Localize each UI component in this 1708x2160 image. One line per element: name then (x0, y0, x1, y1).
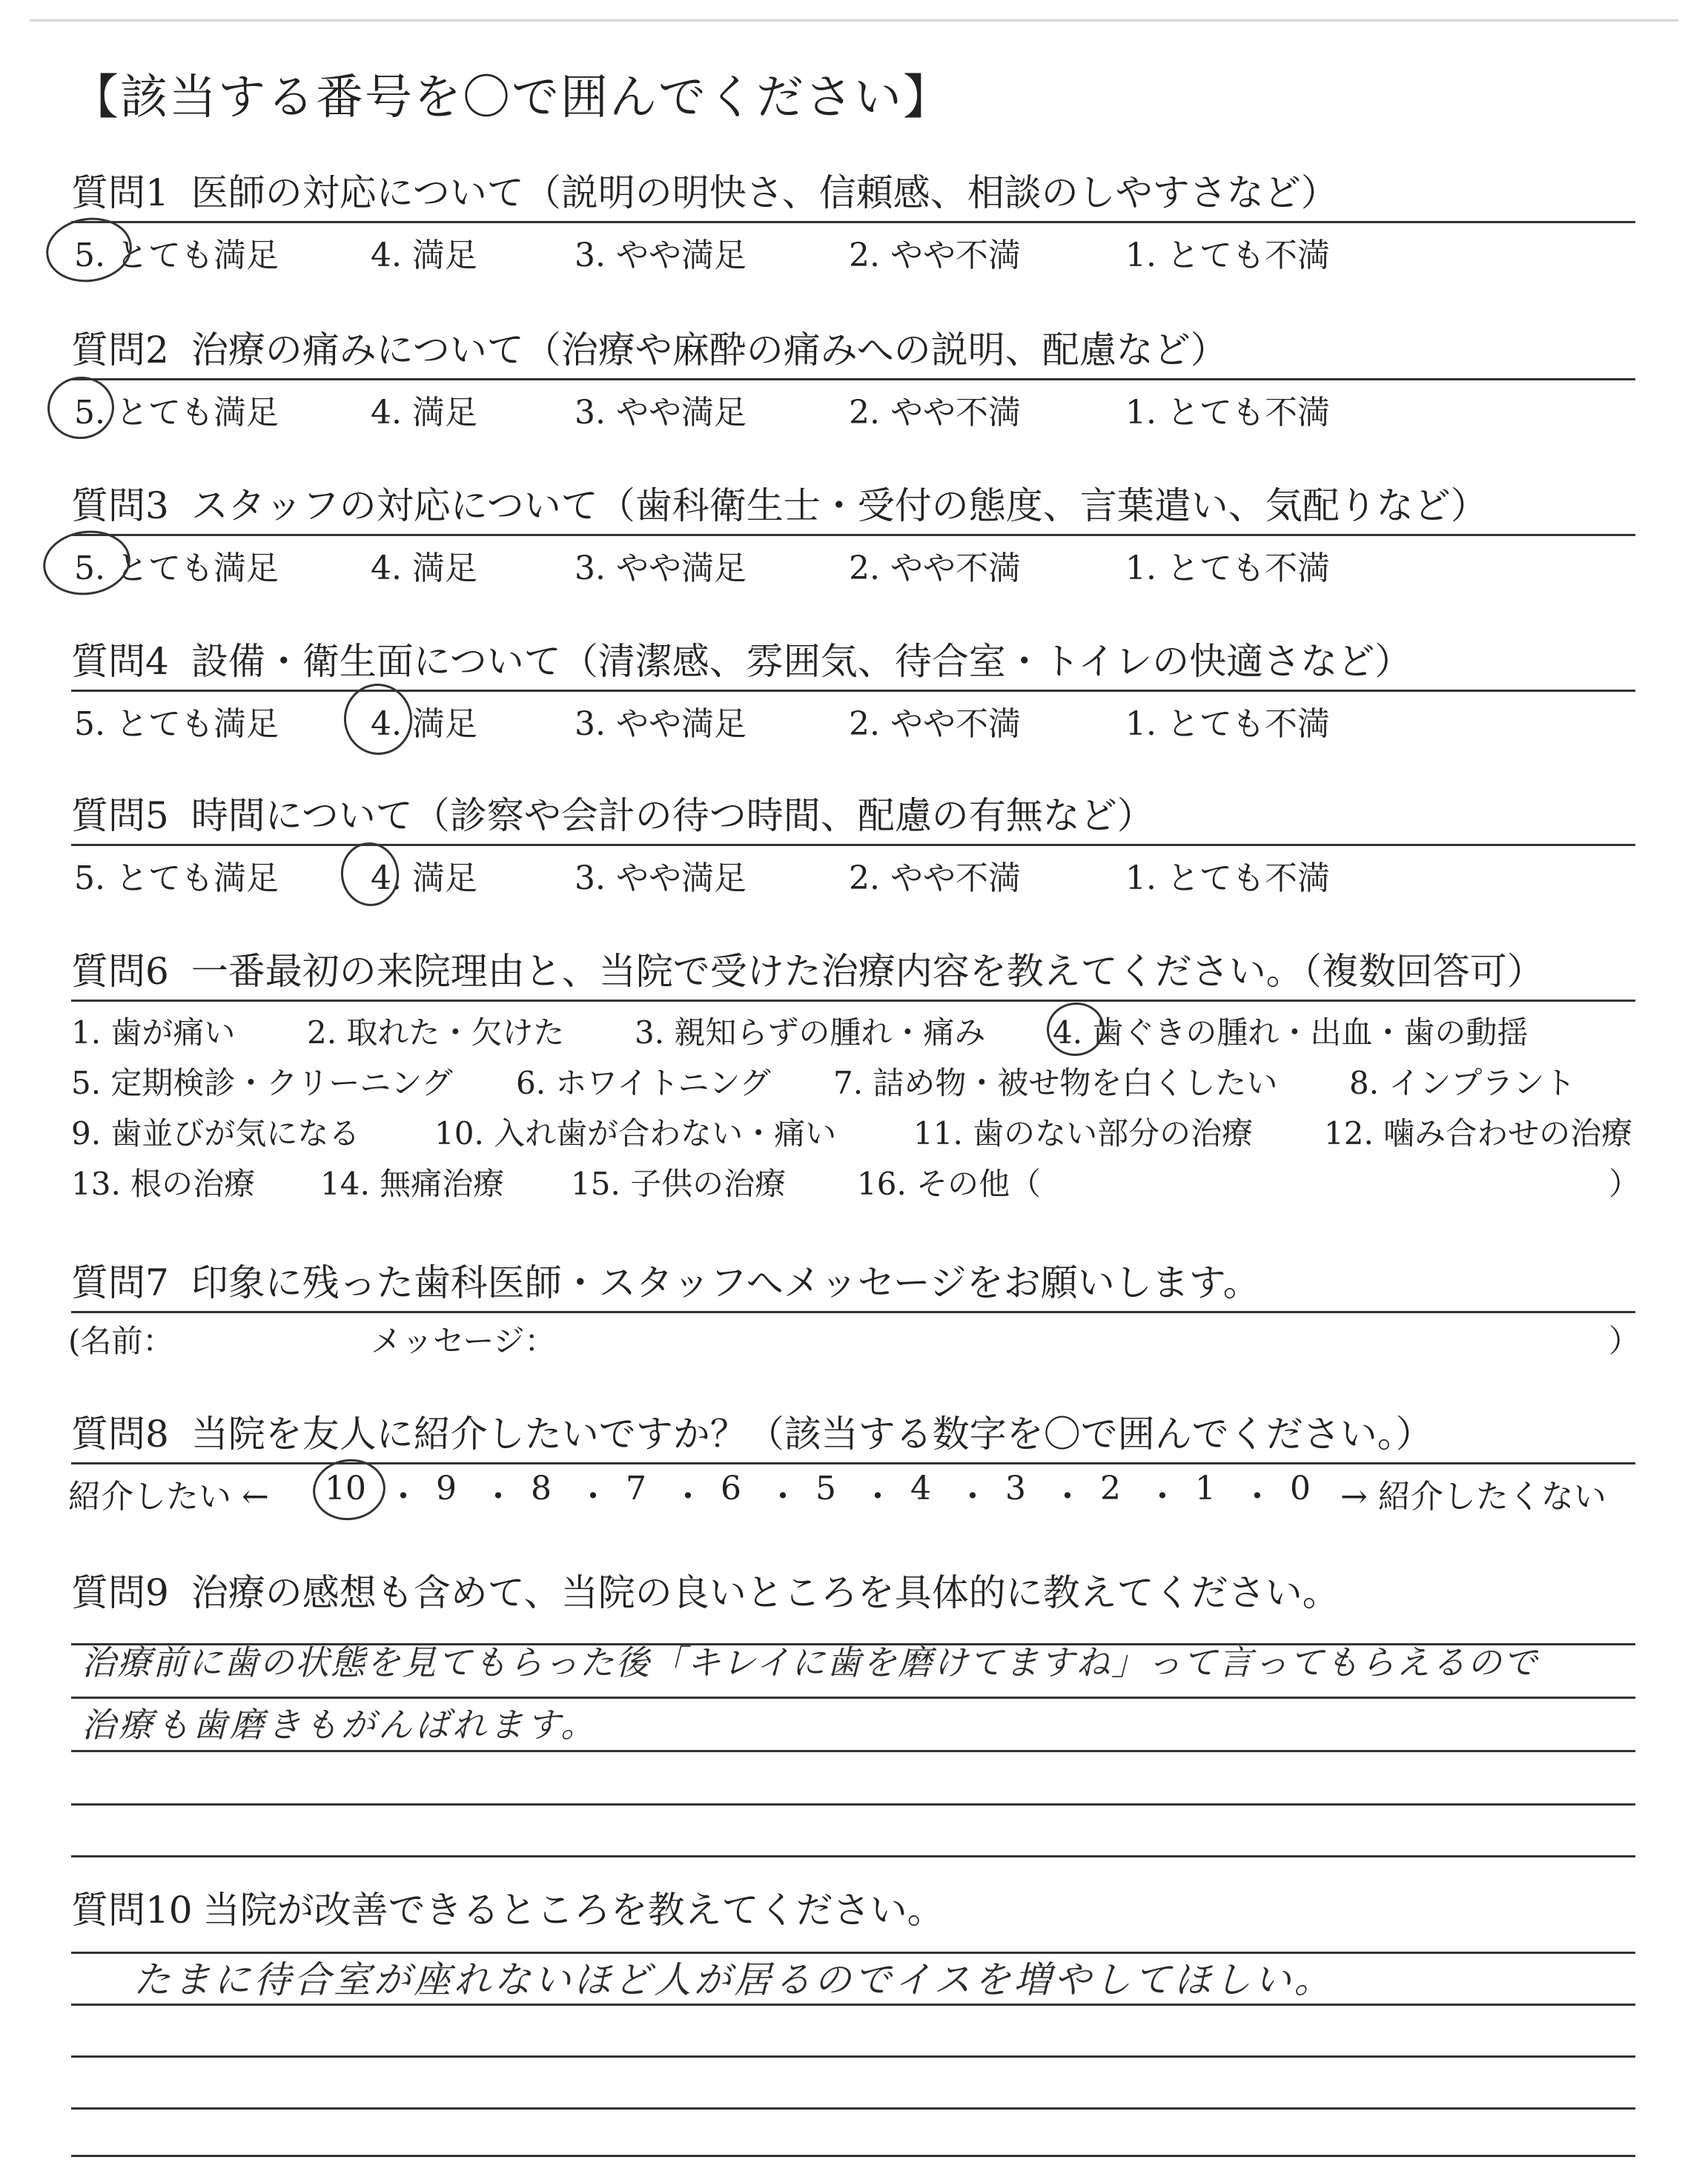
option-3[interactable]: 3. やや満足 (575, 859, 747, 897)
option-3[interactable]: 3. やや満足 (575, 705, 747, 743)
q4-options (74, 697, 1638, 742)
scale-dot: ・ (1241, 1478, 1274, 1516)
option-5[interactable]: 5. とても満足 (74, 549, 279, 587)
q6-option[interactable]: 10. 入れ歯が合わない・痛い (434, 1115, 837, 1152)
question-number: 質問1 (71, 171, 169, 214)
scale-dot: ・ (767, 1478, 799, 1516)
q6-option[interactable]: 5. 定期検診・クリーニング (71, 1065, 453, 1101)
question-2 (71, 314, 1635, 380)
question-text: 治療の痛みについて（治療や麻酔の痛みへの説明、配慮など） (191, 328, 1228, 371)
scale-value-4[interactable]: 4 (910, 1470, 931, 1507)
question-text: 当院を友人に紹介したいですか？（該当する数字を〇で囲んでください。） (191, 1413, 1433, 1456)
q6-option[interactable]: 9. 歯並びが気になる (71, 1115, 360, 1152)
q6-option[interactable]: 16. その他（ (857, 1166, 1042, 1202)
option-5[interactable]: 5. とても満足 (74, 859, 279, 897)
close-paren: ） (1609, 1323, 1641, 1359)
scale-value-9[interactable]: 9 (436, 1470, 457, 1507)
q6-option[interactable]: 8. インプラント (1349, 1065, 1576, 1101)
question-9 (71, 1557, 1635, 1621)
option-4[interactable]: 4. 満足 (371, 705, 477, 743)
q6-option[interactable]: 14. 無痛治療 (320, 1166, 505, 1202)
option-1[interactable]: 1. とても不満 (1125, 549, 1330, 587)
q6-option[interactable]: 15. 子供の治療 (571, 1166, 787, 1202)
question-1 (71, 157, 1635, 223)
scale-dot: ・ (482, 1478, 514, 1516)
option-4[interactable]: 4. 満足 (371, 394, 477, 432)
question-text: 当院が改善できるところを教えてください。 (202, 1889, 944, 1932)
q10-handwritten-line-1: たまに待合室が座れないほど人が居るのでイスを増やしてほしい。 (133, 1958, 1334, 2001)
q6-option[interactable]: 6. ホワイトニング (516, 1065, 771, 1101)
option-3[interactable]: 3. やや満足 (575, 394, 747, 432)
q9-handwritten-line-2: 治療も歯磨きもがんばれます。 (82, 1705, 598, 1745)
question-text: 設備・衛生面について（清潔感、雰囲気、待合室・トイレの快適さなど） (191, 640, 1412, 683)
q6-option[interactable]: 4. 歯ぐきの腫れ・出血・歯の動揺 (1053, 1014, 1529, 1051)
option-2[interactable]: 2. やや不満 (849, 549, 1021, 587)
question-number: 質問3 (71, 484, 169, 527)
question-text: 医師の対応について（説明の明快さ、信頼感、相談のしやすさなど） (191, 171, 1338, 214)
selection-circle (39, 525, 135, 601)
scale-dot: ・ (861, 1478, 894, 1516)
scale-dot: ・ (387, 1478, 420, 1516)
selection-circle (42, 212, 136, 287)
question-7 (71, 1247, 1635, 1313)
question-8 (71, 1398, 1635, 1464)
q2-options (74, 386, 1638, 430)
scale-left-label: 紹介したい ← (68, 1478, 269, 1516)
option-3[interactable]: 3. やや満足 (575, 237, 747, 274)
scale-value-6[interactable]: 6 (721, 1470, 741, 1507)
q6-option[interactable]: 3. 親知らずの腫れ・痛み (635, 1014, 986, 1051)
scale-dot: ・ (672, 1478, 704, 1516)
question-text: 一番最初の来院理由と、当院で受けた治療内容を教えてください。（複数回答可） (191, 950, 1544, 993)
q6-option[interactable]: 13. 根の治療 (71, 1166, 256, 1202)
question-number: 質問2 (71, 328, 169, 371)
answer-rule (71, 2107, 1635, 2110)
scale-value-7[interactable]: 7 (626, 1470, 646, 1507)
option-2[interactable]: 2. やや不満 (849, 859, 1021, 897)
answer-rule (71, 2004, 1635, 2006)
q6-option[interactable]: 1. 歯が痛い (71, 1014, 236, 1051)
close-paren: ） (1609, 1166, 1641, 1202)
question-10 (71, 1875, 1635, 1938)
answer-rule (71, 2055, 1635, 2058)
option-5[interactable]: 5. とても満足 (74, 394, 279, 432)
q6-option[interactable]: 12. 噛み合わせの治療 (1324, 1115, 1633, 1152)
selection-circle (309, 1455, 389, 1525)
option-1[interactable]: 1. とても不満 (1125, 705, 1330, 743)
option-2[interactable]: 2. やや不満 (849, 394, 1021, 432)
question-number: 質問10 (71, 1889, 193, 1932)
instruction-header: 【該当する番号を〇で囲んでください】 (71, 70, 952, 125)
scale-value-10[interactable]: 10 (325, 1470, 366, 1507)
selection-circle (337, 839, 403, 910)
answer-rule (71, 1855, 1635, 1857)
scan-edge-line (30, 19, 1678, 22)
q6-option[interactable]: 11. 歯のない部分の治療 (913, 1115, 1254, 1152)
question-text: 時間について（診察や会計の待つ時間、配慮の有無など） (191, 794, 1154, 837)
option-2[interactable]: 2. やや不満 (849, 237, 1021, 274)
option-4[interactable]: 4. 満足 (371, 549, 477, 587)
option-1[interactable]: 1. とても不満 (1125, 237, 1330, 274)
question-number: 質問8 (71, 1413, 169, 1456)
option-4[interactable]: 4. 満足 (371, 237, 477, 274)
question-number: 質問5 (71, 794, 169, 837)
q6-option[interactable]: 2. 取れた・欠けた (307, 1014, 565, 1051)
question-4 (71, 626, 1635, 692)
q9-handwritten-line-1: 治療前に歯の状態を見てもらった後「キレイに歯を磨けてますね」って言ってもらえるので (82, 1642, 1539, 1682)
scale-value-2[interactable]: 2 (1100, 1470, 1121, 1507)
q6-option[interactable]: 7. 詰め物・被せ物を白くしたい (833, 1065, 1278, 1101)
scale-dot: ・ (1146, 1478, 1179, 1516)
scale-value-1[interactable]: 1 (1195, 1470, 1216, 1507)
q3-options (74, 541, 1638, 586)
question-5 (71, 780, 1635, 846)
option-1[interactable]: 1. とても不満 (1125, 859, 1330, 897)
scale-dot: ・ (956, 1478, 989, 1516)
question-text: スタッフの対応について（歯科衛生士・受付の態度、言葉遣い、気配りなど） (191, 484, 1488, 527)
question-3 (71, 470, 1635, 536)
option-5[interactable]: 5. とても満足 (74, 237, 279, 274)
name-label: (名前： (68, 1323, 174, 1359)
question-number: 質問4 (71, 640, 169, 683)
answer-rule (71, 1750, 1635, 1752)
q5-options (74, 851, 1638, 896)
question-number: 質問6 (71, 950, 169, 993)
option-2[interactable]: 2. やや不満 (849, 705, 1021, 743)
option-4[interactable]: 4. 満足 (371, 859, 477, 897)
answer-rule (71, 1803, 1635, 1806)
scale-dot: ・ (1051, 1478, 1084, 1516)
answer-rule (71, 2155, 1635, 2157)
question-6 (71, 936, 1635, 1002)
question-text: 印象に残った歯科医師・スタッフへメッセージをお願いします。 (191, 1261, 1260, 1304)
option-5[interactable]: 5. とても満足 (74, 705, 279, 743)
scale-dot: ・ (577, 1478, 609, 1516)
option-3[interactable]: 3. やや満足 (575, 549, 747, 587)
question-number: 質問7 (71, 1261, 169, 1304)
question-text: 治療の感想も含めて、当院の良いところを具体的に教えてください。 (191, 1571, 1340, 1614)
scale-value-3[interactable]: 3 (1005, 1470, 1026, 1507)
question-number: 質問9 (71, 1571, 169, 1614)
recommend-scale (68, 1470, 1632, 1514)
scale-right-label: → 紹介したくない (1340, 1478, 1606, 1516)
q1-options (74, 228, 1638, 273)
scale-value-8[interactable]: 8 (531, 1470, 552, 1507)
scale-value-0[interactable]: 0 (1290, 1470, 1311, 1507)
message-label: メッセージ： (371, 1323, 556, 1359)
scale-value-5[interactable]: 5 (815, 1470, 836, 1507)
option-1[interactable]: 1. とても不満 (1125, 394, 1330, 432)
